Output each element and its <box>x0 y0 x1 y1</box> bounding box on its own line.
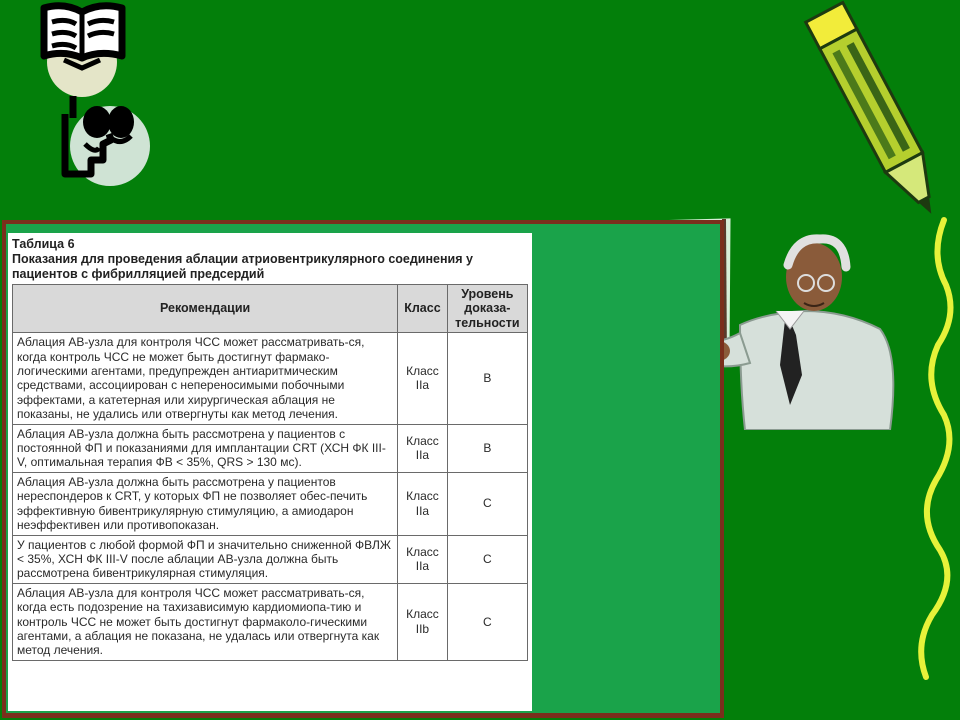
row-class: Класс IIb <box>398 583 447 660</box>
row-recommendation: Аблация АВ-узла для контроля ЧСС может рассматривать-ся, когда контроль ЧСС не может быть достигнут фармако-логическими агентами, предупрежден антиаритмическим средствами, ассоциирован с непереносимыми побочными эффектами, а катетерная или хирургическая аблация не показаны, не удались или отвергнуты как метод лечения. <box>13 333 398 424</box>
header-level: Уровень доказа-тельности <box>447 285 527 333</box>
row-class: Класс IIa <box>398 472 447 535</box>
table-subtitle: Показания для проведения аблации атриовентрикулярного соединения у пациентов с фибрилляцией предсердий <box>12 252 473 281</box>
row-level: B <box>447 424 527 472</box>
squiggle-line <box>900 215 960 685</box>
header-class: Класс <box>398 285 447 333</box>
row-level: C <box>447 472 527 535</box>
table-title: Таблица 6 <box>12 237 75 251</box>
book-icon <box>30 0 140 100</box>
row-level: B <box>447 333 527 424</box>
table-header-row <box>13 285 528 333</box>
document-panel <box>8 233 532 711</box>
row-class: Класс IIa <box>398 333 447 424</box>
pencil-icon <box>800 0 950 230</box>
table-row <box>13 333 528 424</box>
header-recommendations: Рекомендации <box>13 285 398 333</box>
row-level: C <box>447 583 527 660</box>
table-row <box>13 424 528 472</box>
row-level: C <box>447 535 527 583</box>
row-recommendation: У пациентов с любой формой ФП и значительно сниженной ФВЛЖ < 35%, ХСН ФК III-V после аблации АВ-узла должна быть рассмотрена бивентрикулярная стимуляция. <box>13 535 398 583</box>
row-recommendation: Аблация АВ-узла должна быть рассмотрена у пациентов нереспондеров к CRT, у которых ФП не позволяет обес-печить эффективную бивентрикулярную стимуляцию, а амиодарон неэффективен или противопоказан. <box>13 472 398 535</box>
recommendations-table <box>12 284 528 661</box>
row-recommendation: Аблация АВ-узла должна быть рассмотрена у пациентов с постоянной ФП и показаниями для имплантации CRT (ХСН ФК III-V, оптимальная терапия ФВ < 35%, QRS > 130 мс). <box>13 424 398 472</box>
table-row <box>13 583 528 660</box>
thinking-person-icon <box>55 90 155 190</box>
row-class: Класс IIa <box>398 535 447 583</box>
table-row <box>13 472 528 535</box>
table-row <box>13 535 528 583</box>
row-recommendation: Аблация АВ-узла для контроля ЧСС может рассматривать-ся, когда есть подозрение на тахизависимую кардиомиопа-тию и контроль ЧСС не может быть достигнут фармаколо-гическими агентами, а аблация не показана, не удалась или отвергнута как метод лечения. <box>13 583 398 660</box>
row-class: Класс IIa <box>398 424 447 472</box>
